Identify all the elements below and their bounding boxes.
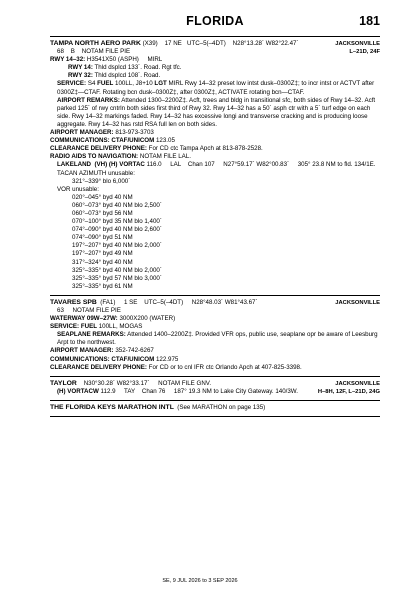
airport-manager-text: 813-973-3703 xyxy=(113,129,154,137)
vor-item: 074°–090° byd 51 NM xyxy=(72,234,133,242)
vor-item: 020°–045° byd 40 NM xyxy=(72,193,133,201)
fuel-label: FUEL xyxy=(80,323,98,331)
radio-aids-label: RADIO AIDS TO NAVIGATION: xyxy=(50,153,139,161)
vortac-label: (H) VORTACW xyxy=(57,387,99,395)
airport-entry-florida-keys xyxy=(50,401,380,416)
effective-dates-footer: SE, 9 JUL 2026 to 3 SEP 2026 xyxy=(162,578,238,584)
fuel-label: FUEL xyxy=(97,80,114,88)
airport-manager-text: 352-742-6267 xyxy=(113,347,154,355)
runway-32-text: Thld dsplcd 108´. Road. xyxy=(92,72,161,80)
communications-text: 123.05 xyxy=(154,137,175,145)
clearance-text: For CD ctc Tampa Apch at 813-878-2528. xyxy=(146,145,263,153)
state-title: FLORIDA xyxy=(186,14,244,28)
fuel-text: 100LL, J8+10 xyxy=(113,80,155,88)
clearance-text: For CD or to cnl IFR ctc Orlando Apch at 407-825-3398. xyxy=(146,363,302,371)
lighting-label: LGT xyxy=(154,80,167,88)
navaid-entry-taylor xyxy=(50,377,380,400)
airport-entry-tavares xyxy=(50,296,380,376)
city-jacksonville-tavares xyxy=(335,299,380,307)
vor-unusable-label: VOR unusable: xyxy=(57,185,99,193)
airport-manager-label: AIRPORT MANAGER: xyxy=(50,347,114,355)
runway-14-text: Thld dsplcd 133´. Road. Rgt tfc. xyxy=(92,64,182,72)
waterway-label: WATERWAY 09W–27W: xyxy=(50,315,118,323)
airport-name: TAVARES SPB xyxy=(50,298,97,306)
fuel-text: 100LL, MOGAS xyxy=(97,323,143,331)
cross-reference: (See MARATHON on page 135) xyxy=(173,403,266,411)
vor-item: 325°–335° byd 40 NM blo 2,000´ xyxy=(72,266,162,274)
runway-text: H3541X50 (ASPH) MIRL xyxy=(85,56,163,64)
tacan-label: TACAN AZIMUTH unusable: xyxy=(57,169,135,177)
page-number: 181 xyxy=(359,14,380,28)
service-label: SERVICE: xyxy=(50,323,80,331)
airport-remarks-label: AIRPORT REMARKS: xyxy=(57,96,120,104)
airport-manager-label: AIRPORT MANAGER: xyxy=(50,129,114,137)
vor-item: 074°–090° byd 40 NM blo 2,600´ xyxy=(72,226,162,234)
city-name: JACKSONVILLE xyxy=(335,380,380,387)
vortac-text: 116.0 LAL Chan 107 N27°59.17´ W82°00.83´ 305° 23.8 NM to fld. 134/1E. xyxy=(144,161,376,169)
airport-name: TAMPA NORTH AERO PARK xyxy=(50,40,141,47)
vor-item: 197°–207° byd 49 NM xyxy=(72,250,133,258)
communications-label: COMMUNICATIONS: CTAF/UNICOM xyxy=(50,137,155,145)
airport-entry-tampa-north xyxy=(50,37,380,295)
vor-item: 070°–100° byd 35 NM blo 1,400´ xyxy=(72,218,162,226)
tacan-item: 321°–339° blo 6,000´ xyxy=(72,177,131,185)
seaplane-remarks-text: Attended 1400–2200Z‡. Provided VFR ops, public use, seaplane opr be aware of Leesburg Arpt to the northwest. xyxy=(57,331,378,347)
navaid-name: TAYLOR xyxy=(50,379,77,387)
city-name: JACKSONVILLE xyxy=(335,41,380,47)
airport-details: (X39) 17 NE UTC–5(–4DT) N28°13.28´ W82°22.47´ xyxy=(140,40,299,47)
vortac-label: LAKELAND (VH) (H) VORTAC xyxy=(57,161,145,169)
service-s: S4 xyxy=(86,80,98,88)
seaplane-remarks-label: SEAPLANE REMARKS: xyxy=(57,331,126,339)
vor-item: 197°–207° byd 40 NM blo 2,000´ xyxy=(72,242,162,250)
chart-refs: L–21D, 24F xyxy=(349,49,380,56)
service-label: SERVICE: xyxy=(57,80,87,88)
runway-32-label: RWY 32: xyxy=(68,72,93,80)
communications-text: 122.975 xyxy=(154,355,179,363)
page xyxy=(50,14,380,417)
radio-aids-text: NOTAM FILE LAL. xyxy=(138,153,191,161)
clearance-label: CLEARANCE DELIVERY PHONE: xyxy=(50,363,147,371)
runway-14-label: RWY 14: xyxy=(68,64,93,72)
city-jacksonville-tampa xyxy=(335,40,380,56)
airport-name: THE FLORIDA KEYS MARATHON INTL xyxy=(50,403,174,411)
runway-label: RWY 14–32: xyxy=(50,56,86,64)
page-header xyxy=(50,14,380,36)
vor-item: 060°–073° byd 40 NM blo 2,500´ xyxy=(72,201,162,209)
airport-details: (FA1) 1 SE UTC–5(–4DT) N28°48.03´ W81°43.67´ xyxy=(96,298,258,306)
entry-divider xyxy=(50,416,380,417)
waterway-text: 3000X200 (WATER) xyxy=(117,315,176,323)
chart-refs: H–8H, 12F, L–21D, 24G xyxy=(317,388,380,395)
airport-remarks-text: Attended 1300–2200Z‡. Acft, trees and bldg in transitional sfc, both sides of Rwy 14–32. Acft parked 125´ of rwy cntrln both sides first third of Rwy 32. Rwy 14–32 has a 50´ asph ctr with a 5´ turf edge on each side. Rwy 14–32 markings faded. Rwy 14–32 has excessive longi and transverse cracking and is producing loose aggregate. Rwy 14–32 has rstd RSA full len on both sides. xyxy=(57,96,376,128)
vortac-text: 112.9 TAY Chan 76 187° 19.3 NM to Lake City Gateway. 140/3W. xyxy=(98,387,299,395)
vor-item: 317°–324° byd 40 NM xyxy=(72,258,133,266)
lighting-text: MIRL Rwy 14–32 preset low intst dusk–0300Z‡; to incr intst or ACTVT after 0300Z‡—CTAF. Rotating bcn dusk–0300Z‡, after 0300Z‡, ACTIVATE rotating bcn—CTAF. xyxy=(57,80,375,96)
airport-basic: 63 NOTAM FILE PIE xyxy=(57,307,121,314)
airport-basic: 68 B NOTAM FILE PIE xyxy=(57,48,131,56)
clearance-label: CLEARANCE DELIVERY PHONE: xyxy=(50,145,147,153)
vor-item: 060°–073° byd 56 NM xyxy=(72,209,133,217)
navaid-details: N30°30.28´ W82°33.17´ NOTAM FILE GNV. xyxy=(76,379,212,387)
communications-label: COMMUNICATIONS: CTAF/UNICOM xyxy=(50,355,155,363)
city-name: JACKSONVILLE xyxy=(335,299,380,306)
vor-item: 325°–335° byd 57 NM blo 3,000´ xyxy=(72,274,162,282)
vor-item: 325°–335° byd 61 NM xyxy=(72,282,133,290)
city-jacksonville-taylor xyxy=(318,380,380,396)
